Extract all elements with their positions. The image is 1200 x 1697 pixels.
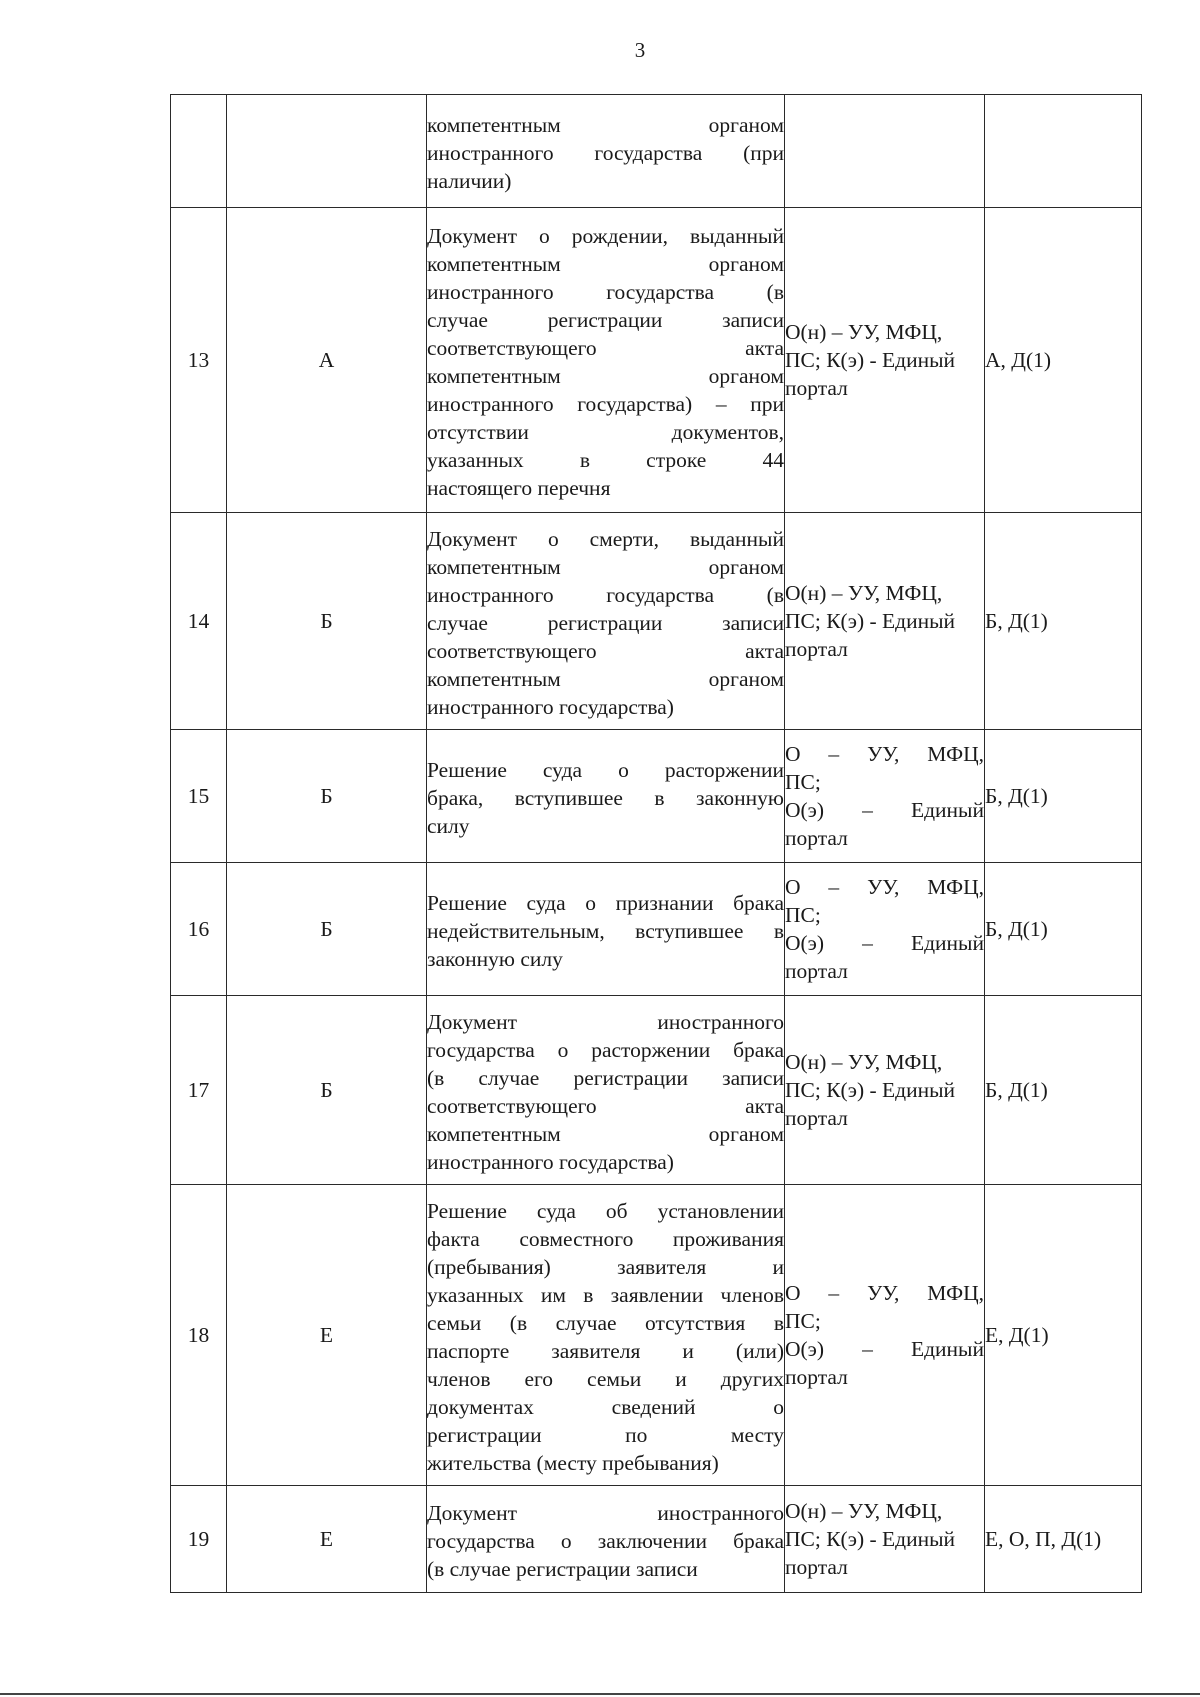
table-row [171,513,1142,730]
description-line: недействительным, вступившее в [427,919,784,943]
method-line: ПС; [785,903,821,927]
document-description [427,1486,785,1593]
description-line: государства о расторжении брака [427,1038,784,1062]
description-line: Решение суда о признании брака [427,891,784,915]
row-number: 14 [171,513,227,730]
row-category: Б [227,996,427,1185]
description-line: соответствующего акта [427,1094,784,1118]
description-line: отсутствии документов, [427,420,784,444]
scan-edge-line [0,1693,1200,1695]
document-codes: А, Д(1) [985,208,1142,513]
method-line: портал [785,1106,848,1130]
description-line: документах сведений о [427,1395,784,1419]
description-line: Документ иностранного [427,1501,784,1525]
description-line: (в случае регистрации записи [427,1066,784,1090]
description-line: (в случае регистрации записи [427,1557,698,1581]
description-line: законную силу [427,947,563,971]
description-line: случае регистрации записи [427,611,784,635]
description-line: иностранного государства (в [427,583,784,607]
description-line: иностранного государства) [427,1150,674,1174]
method-line: портал [785,1365,848,1389]
document-codes [985,95,1142,208]
row-number: 18 [171,1185,227,1486]
description-line: государства о заключении брака [427,1529,784,1553]
method-line: О(н) – УУ, МФЦ, [785,1050,943,1074]
description-line: настоящего перечня [427,476,611,500]
document-description [427,95,785,208]
document-description [427,996,785,1185]
description-line: (пребывания) заявителя и [427,1255,784,1279]
description-line: жительства (месту пребывания) [427,1451,719,1475]
description-line: Решение суда об установлении [427,1199,784,1223]
document-codes: Б, Д(1) [985,730,1142,863]
description-line: случае регистрации записи [427,308,784,332]
method-line: О(э) – Единый [785,798,984,822]
description-line: Документ о рождении, выданный [427,224,784,248]
method-line: О(н) – УУ, МФЦ, [785,581,943,605]
document-codes: Е, Д(1) [985,1185,1142,1486]
description-line: компетентным органом [427,667,784,691]
submission-method [785,730,985,863]
table-row [171,1486,1142,1593]
document-codes: Б, Д(1) [985,996,1142,1185]
description-line: иностранного государства (при [427,141,784,165]
description-line: компетентным органом [427,113,784,137]
row-category: Е [227,1185,427,1486]
description-line: компетентным органом [427,555,784,579]
document-codes: Б, Д(1) [985,513,1142,730]
documents-table [170,94,1142,1593]
row-number: 15 [171,730,227,863]
method-line: О(н) – УУ, МФЦ, [785,320,943,344]
document-description [427,730,785,863]
description-line: брака, вступившее в законную [427,786,784,810]
method-line: ПС; К(э) - Единый [785,348,956,372]
row-number: 17 [171,996,227,1185]
method-line: О(э) – Единый [785,1337,984,1361]
table-body [171,95,1142,1593]
document-codes: Е, О, П, Д(1) [985,1486,1142,1593]
row-number: 13 [171,208,227,513]
description-line: соответствующего акта [427,639,784,663]
row-number: 19 [171,1486,227,1593]
description-line: указанных им в заявлении членов [427,1283,784,1307]
description-line: Документ иностранного [427,1010,784,1034]
row-category: Е [227,1486,427,1593]
description-line: силу [427,814,470,838]
description-line: компетентным органом [427,1122,784,1146]
method-line: О – УУ, МФЦ, [785,1281,984,1305]
table-row [171,1185,1142,1486]
row-category: Б [227,730,427,863]
table-row [171,996,1142,1185]
method-line: портал [785,376,848,400]
submission-method [785,1185,985,1486]
description-line: соответствующего акта [427,336,784,360]
method-line: О – УУ, МФЦ, [785,742,984,766]
method-line: ПС; [785,1309,821,1333]
submission-method [785,513,985,730]
method-line: ПС; К(э) - Единый [785,1527,956,1551]
document-description [427,863,785,996]
table-row [171,95,1142,208]
table-row [171,730,1142,863]
method-line: ПС; К(э) - Единый [785,1078,956,1102]
description-line: компетентным органом [427,252,784,276]
row-category: Б [227,863,427,996]
method-line: ПС; К(э) - Единый [785,609,956,633]
description-line: компетентным органом [427,364,784,388]
submission-method [785,996,985,1185]
document-description [427,513,785,730]
description-line: наличии) [427,169,512,193]
document-description [427,208,785,513]
method-line: О(э) – Единый [785,931,984,955]
document-codes: Б, Д(1) [985,863,1142,996]
description-line: регистрации по месту [427,1423,784,1447]
page-number: 3 [634,38,646,62]
submission-method [785,863,985,996]
method-line: портал [785,1555,848,1579]
submission-method [785,208,985,513]
submission-method [785,1486,985,1593]
description-line: иностранного государства) [427,695,674,719]
description-line: иностранного государства) – при [427,392,784,416]
description-line: Документ о смерти, выданный [427,527,784,551]
row-number [171,95,227,208]
description-line: факта совместного проживания [427,1227,784,1251]
description-line: паспорте заявителя и (или) [427,1339,784,1363]
table-row [171,863,1142,996]
document-description [427,1185,785,1486]
table-row [171,208,1142,513]
row-number: 16 [171,863,227,996]
description-line: семьи (в случае отсутствия в [427,1311,784,1335]
method-line: О – УУ, МФЦ, [785,875,984,899]
row-category: Б [227,513,427,730]
submission-method [785,95,985,208]
method-line: портал [785,826,848,850]
method-line: О(н) – УУ, МФЦ, [785,1499,943,1523]
row-category [227,95,427,208]
row-category: А [227,208,427,513]
description-line: Решение суда о расторжении [427,758,784,782]
description-line: указанных в строке 44 [427,448,784,472]
method-line: портал [785,637,848,661]
description-line: членов его семьи и других [427,1367,784,1391]
method-line: портал [785,959,848,983]
description-line: иностранного государства (в [427,280,784,304]
method-line: ПС; [785,770,821,794]
